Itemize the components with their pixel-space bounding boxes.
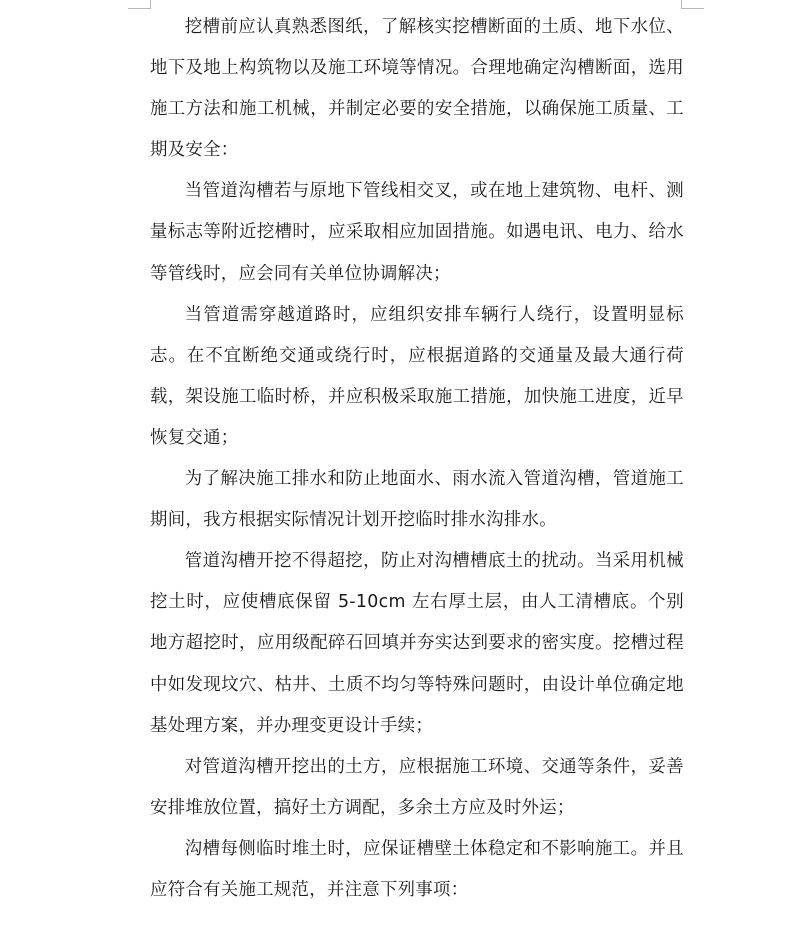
- paragraph-temporary-stockpile: 沟槽每侧临时堆土时，应保证槽壁土体稳定和不影响施工。并且应符合有关施工规范，并注意下列事项：: [150, 838, 684, 900]
- document-body[interactable]: [150, 7, 684, 911]
- right-margin-corner-mark: [681, 0, 704, 9]
- paragraph-excavation-preparation: 挖槽前应认真熟悉图纸，了解核实挖槽断面的土质、地下水位、地下及地上构筑物以及施工环境等情况。合理地确定沟槽断面，选用施工方法和施工机械，并制定必要的安全措施，以确保施工质量、工期及安全：: [150, 17, 684, 161]
- paragraph-drainage: 为了解决施工排水和防止地面水、雨水流入管道沟槽，管道施工期间，我方根据实际情况计划开挖临时排水沟排水。: [150, 469, 684, 531]
- left-margin-corner-mark: [128, 0, 151, 9]
- paragraph-no-overexcavation: 管道沟槽开挖不得超挖，防止对沟槽槽底土的扰动。当采用机械挖土时，应使槽底保留 5-10cm 左右厚土层，由人工清槽底。个别地方超挖时，应用级配碎石回填并夯实达到要求的密实度。挖槽过程中如发现坟穴、枯井、土质不均匀等特殊问题时，由设计单位确定地基处理方案，并办理变更设计手续；: [150, 551, 684, 736]
- paragraph-pipeline-crossing: 当管道沟槽若与原地下管线相交叉，或在地上建筑物、电杆、测量标志等附近挖槽时，应采取相应加固措施。如遇电讯、电力、给水等管线时，应会同有关单位协调解决；: [150, 181, 684, 284]
- paragraph-spoil-handling: 对管道沟槽开挖出的土方，应根据施工环境、交通等条件，妥善安排堆放位置，搞好土方调配，多余土方应及时外运；: [150, 756, 684, 818]
- paragraph-road-crossing: 当管道需穿越道路时，应组织安排车辆行人绕行，设置明显标志。在不宜断绝交通或绕行时，应根据道路的交通量及最大通行荷载，架设施工临时桥，并应积极采取施工措施，加快施工进度，近早恢复交通；: [150, 304, 684, 448]
